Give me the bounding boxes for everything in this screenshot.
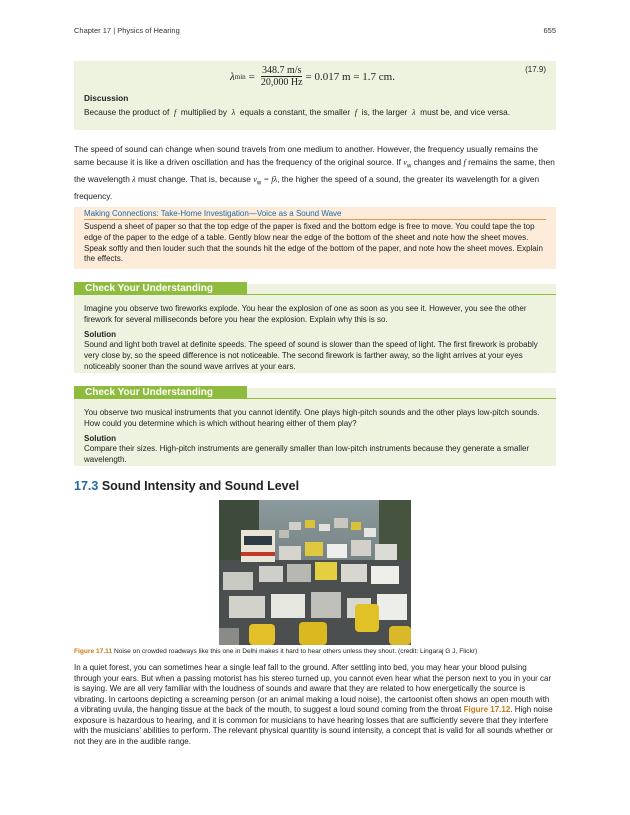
- lambda-subscript: min: [234, 72, 246, 81]
- equation-17-9: λ min = $\frac{348.7 m/s}{20,000 Hz}$ = 0.017 m = 1.7 cm.: [230, 65, 395, 88]
- section-heading: [74, 479, 299, 493]
- cyu-question: Imagine you observe two fireworks explode. You hear the explosion of one as soon as you see it. However, you see the other firework for several milliseconds before you hear the explosion. Explain why this is so.: [84, 304, 527, 324]
- making-connections-body: Suspend a sheet of paper so that the top edge of the paper is fixed and the bottom edge is free to move. You could tape the top edge of the paper to the edge of a table. Gently blow near the edge of the bottom of the sheet and note how the sheet moves. Speak softly and then louder such that the sounds hit the edge of the bottom of the paper, and note how the sheet moves. Explain the effects.: [84, 222, 543, 264]
- discussion-heading: Discussion: [84, 93, 129, 103]
- denominator: 20,000 Hz: [260, 77, 303, 88]
- section-number: 17.3: [74, 479, 99, 493]
- cyu-rule: [247, 294, 556, 295]
- chapter-title: Chapter 17 | Physics of Hearing: [74, 26, 180, 35]
- figure-caption: [74, 648, 556, 655]
- solution-heading: Solution: [84, 329, 116, 339]
- figure-label: Figure 17.11: [74, 648, 113, 655]
- making-connections-box: [74, 207, 556, 269]
- cyu-body: [84, 304, 546, 373]
- cyu-body: [84, 408, 546, 466]
- cyu-tab: Check Your Understanding: [74, 282, 247, 295]
- equation-number: (17.9): [525, 65, 546, 74]
- page-number: 655: [543, 26, 556, 35]
- discussion-text: Because the product of f multiplied by λ equals a constant, the smaller f is, the larger λ must be, and vice versa.: [84, 107, 511, 117]
- section-title: Sound Intensity and Sound Level: [101, 479, 300, 493]
- fraction: [261, 65, 303, 88]
- figure-17-12-link[interactable]: Figure 17.12: [463, 705, 511, 714]
- lambda-symbol: λ: [230, 70, 235, 83]
- paragraph-medium-change: The speed of sound can change when sound travels from one medium to another. However, the frequency usually remains the same because it is like a driven oscillation and has the frequency of the original source. If $v_w$ changes and f remains the same, then the wavelength λ must change. That is, because $v_w = f\lambda$, the higher the speed of a sound, the greater its wavelength for a given frequency.: [74, 144, 555, 202]
- cyu-rule: [247, 398, 556, 399]
- equation-box: [74, 61, 556, 130]
- cyu-question: You observe two musical instruments that you cannot identify. One plays high-pitch sounds and the other plays low-pitch sounds. How could you determine which is which without hearing either of them play?: [84, 408, 540, 428]
- numerator: 348.7 m/s: [261, 65, 302, 76]
- caption-text: Noise on crowded roadways like this one in Delhi makes it hard to hear others unless they shout. (credit: Lingaraj G J, Flickr): [113, 648, 478, 655]
- paragraph-sound-intensity: In a quiet forest, you can sometimes hear a single leaf fall to the ground. After settling into bed, you may hear your blood pulsing through your ears. But when a passing motorist has his stereo turned up, you cannot even hear what the person next to you in your car is saying. We are all very familiar with the loudness of sounds and aware that they are related to how energetically the source is vibrating. In cartoons depicting a screaming person (or an animal making a loud noise), the cartoonist often shows an open mouth with a vibrating uvula, the hanging tissue at the back of the mouth, to suggest a loud sound coming from the throat Figure 17.12. High noise exposure is hazardous to hearing, and it is common for musicians to have hearing losses that are sufficiently severe that they interfere with the musicians' abilities to perform. The relevant physical quantity is sound intensity, a concept that is valid for all sounds whether or not they are in the audible range.: [74, 663, 553, 746]
- solution-heading: Solution: [84, 433, 116, 443]
- equation-result: = 0.017 m = 1.7 cm.: [305, 70, 395, 83]
- cyu-tab: Check Your Understanding: [74, 386, 247, 399]
- delhi-traffic-photo: [219, 500, 411, 645]
- check-understanding-instruments: [74, 388, 556, 466]
- cyu-solution: Compare their sizes. High-pitch instruments are generally smaller than low-pitch instruments because they generate a smaller wavelength.: [84, 444, 530, 465]
- check-understanding-fireworks: [74, 284, 556, 373]
- cyu-solution: Sound and light both travel at definite speeds. The speed of sound is slower than the speed of light. The first firework is probably very close by, so the speed difference is not noticeable. The second firework is farther away, so the light arrives at your eyes noticeably sooner than the sound wave arrives at your ears.: [84, 340, 538, 371]
- traffic-illustration: [219, 500, 411, 645]
- making-connections-title: Making Connections: Take-Home Investigation—Voice as a Sound Wave: [84, 209, 546, 220]
